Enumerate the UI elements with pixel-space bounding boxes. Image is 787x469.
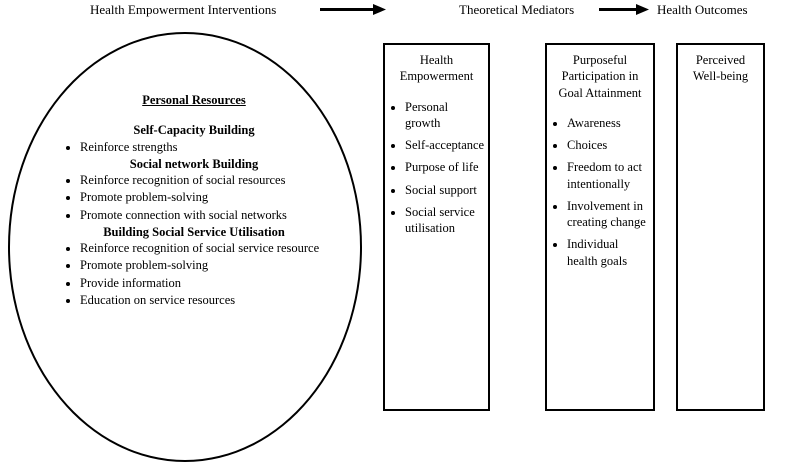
- list-item: • Reinforce recognition of social service resource: [80, 240, 330, 256]
- list-item: • Awareness: [567, 115, 651, 131]
- box-perceived-well-being: [676, 43, 765, 411]
- box-bullet-list: [547, 115, 653, 269]
- box-title: Purposeful Participation in Goal Attainment: [558, 53, 642, 100]
- section-social-network-building: [58, 156, 330, 223]
- section-heading: Self-Capacity Building: [133, 123, 255, 138]
- header-outcomes: Health Outcomes: [657, 2, 748, 17]
- list-item: • Provide information: [80, 275, 330, 291]
- ellipse-title: Personal Resources: [142, 93, 246, 107]
- list-item: • Personal growth: [405, 99, 486, 132]
- right-arrow-icon: [599, 4, 649, 15]
- list-item: • Education on service resources: [80, 292, 330, 308]
- list-item: • Promote problem-solving: [80, 257, 330, 273]
- section-bullet-list: [58, 240, 330, 308]
- box-bullet-list: [385, 99, 488, 237]
- list-item: • Individual health goals: [567, 236, 651, 269]
- box-title: Perceived Well-being: [692, 53, 749, 84]
- list-item: • Social service utilisation: [405, 204, 486, 237]
- personal-resources-content: [58, 92, 330, 309]
- section-bullet-list: [58, 139, 330, 155]
- list-item: • Involvement in creating change: [567, 198, 651, 231]
- box-purposeful-participation: [545, 43, 655, 411]
- section-bullet-list: [58, 172, 330, 223]
- box-title: Health Empowerment: [399, 53, 474, 84]
- header-interventions: Health Empowerment Interventions: [90, 2, 277, 17]
- section-heading: Social network Building: [129, 156, 259, 171]
- list-item: • Reinforce recognition of social resources: [80, 172, 330, 188]
- list-item: • Freedom to act intentionally: [567, 159, 651, 192]
- right-arrow-icon: [320, 4, 386, 15]
- list-item: • Social support: [405, 182, 486, 198]
- list-item: • Self-acceptance: [405, 137, 486, 153]
- personal-resources-ellipse: [8, 32, 362, 462]
- section-building-social-service-utilisation: [58, 224, 330, 308]
- section-self-capacity-building: [58, 122, 330, 155]
- section-heading: Building Social Service Utilisation: [103, 224, 285, 239]
- header-mediators: Theoretical Mediators: [459, 2, 575, 17]
- list-item: • Purpose of life: [405, 159, 486, 175]
- box-health-empowerment: [383, 43, 490, 411]
- list-item: • Promote problem-solving: [80, 189, 330, 205]
- list-item: • Choices: [567, 137, 651, 153]
- list-item: • Reinforce strengths: [80, 139, 330, 155]
- list-item: • Promote connection with social networks: [80, 207, 330, 223]
